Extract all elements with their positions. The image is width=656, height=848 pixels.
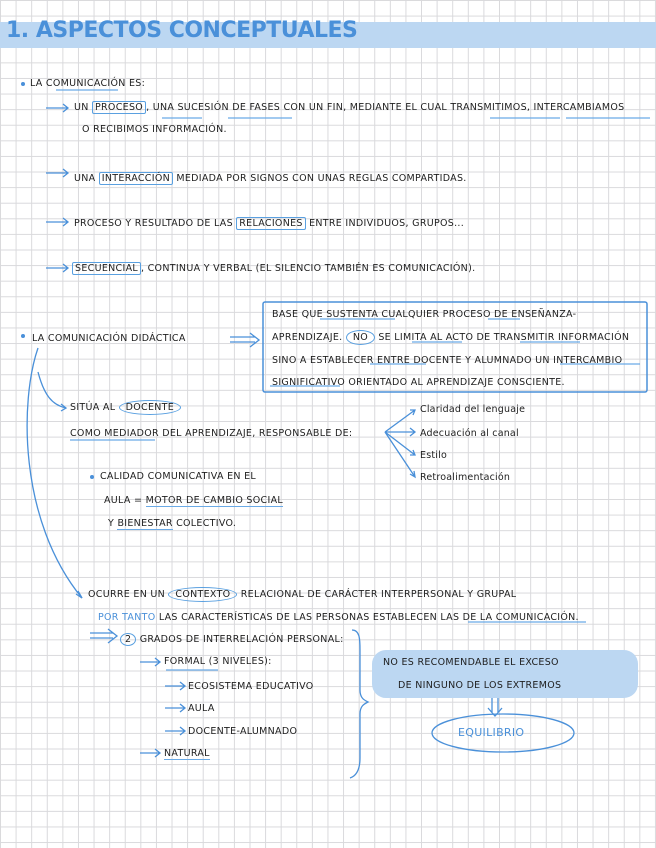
arrow-1 [46, 104, 68, 112]
section-heading-didactica: LA COMUNICACIÓN DIDÁCTICA [32, 333, 186, 344]
text-calidad-3 [108, 518, 236, 529]
arrow-3 [46, 218, 68, 226]
resp-item: Claridad del lenguaje [420, 404, 526, 415]
note-line-1: NO ES RECOMENDABLE EL EXCESO [383, 657, 559, 668]
text-proceso-cont: O RECIBIMOS INFORMACIÓN. [82, 124, 227, 135]
text-fragment: SE LIMITA AL ACTO DE TRANSMITIR INFORMACIÓN [378, 332, 630, 343]
text-fragment: SITÚA AL [70, 402, 116, 413]
text-fragment: PROCESO Y RESULTADO DE LAS [74, 218, 233, 229]
text-fragment: MEDIADA POR SIGNOS CON UNAS REGLAS COMPARTIDAS. [176, 173, 467, 184]
resp-item: Adecuación al canal [420, 428, 519, 439]
keyword-docente: DOCENTE [119, 400, 181, 415]
bullet [21, 82, 25, 86]
text-fragment: , UNA SUCESIÓN DE FASES CON UN FIN, MEDIANTE EL CUAL TRANSMITIMOS, INTERCAMBIAMOS [146, 102, 625, 113]
number-badge: 2 [120, 633, 136, 646]
nivel-item: AULA [188, 703, 215, 714]
keyword-interaccion: INTERACCIÓN [99, 172, 173, 185]
text-equilibrio: EQUILIBRIO [458, 726, 525, 739]
text-contexto [88, 589, 516, 600]
arrow-4 [46, 264, 68, 272]
definition-line-1: BASE QUE SUSTENTA CUALQUIER PROCESO DE ENSEÑANZA- [272, 309, 577, 320]
keyword-bienestar: BIENESTAR [117, 518, 173, 529]
text-mediador: COMO MEDIADOR DEL APRENDIZAJE, RESPONSABLE DE: [70, 428, 353, 439]
text-calidad-1: CALIDAD COMUNICATIVA EN EL [100, 471, 257, 482]
text-secuencial [72, 263, 475, 274]
definition-line-4: SIGNIFICATIVO ORIENTADO AL APRENDIZAJE CONSCIENTE. [272, 377, 565, 388]
text-por-tanto [98, 612, 579, 623]
arrow-2 [46, 169, 68, 177]
keyword-proceso: PROCESO [92, 101, 146, 114]
text-interaccion [74, 173, 467, 184]
text-fragment: APRENDIZAJE. [272, 332, 343, 343]
text-fragment: Y [108, 518, 115, 529]
bullet [90, 475, 94, 479]
resp-item: Retroalimentación [420, 472, 511, 483]
text-grados [120, 634, 344, 645]
page-title: 1. ASPECTOS CONCEPTUALES [6, 18, 358, 43]
text-calidad-2 [104, 495, 283, 506]
section-heading-comunicacion: LA COMUNICACIÓN ES: [30, 78, 146, 89]
keyword-no: NO [346, 330, 375, 345]
resp-item: Estilo [420, 450, 447, 461]
text-fragment: GRADOS DE INTERRELACIÓN PERSONAL: [139, 634, 344, 645]
text-fragment: UNA [74, 173, 96, 184]
text-situa-docente [70, 402, 181, 413]
note-line-2: DE NINGUNO DE LOS EXTREMOS [398, 680, 562, 691]
keyword-relaciones: RELACIONES [236, 217, 306, 230]
keyword-contexto: CONTEXTO [168, 587, 237, 602]
text-relaciones [74, 218, 464, 229]
text-fragment: , CONTINUA Y VERBAL (EL SILENCIO TAMBIÉN ES COMUNICACIÓN). [140, 263, 476, 274]
nivel-item: ECOSISTEMA EDUCATIVO [188, 681, 314, 692]
text-fragment: COLECTIVO. [176, 518, 237, 529]
text-natural: NATURAL [164, 748, 210, 759]
text-proceso [74, 102, 624, 113]
text-fragment: LAS CARACTERÍSTICAS DE LAS PERSONAS ESTABLECEN LAS DE LA COMUNICACIÓN. [158, 612, 579, 623]
text-fragment: ENTRE INDIVIDUOS, GRUPOS... [309, 218, 465, 229]
bullet [21, 334, 25, 338]
text-fragment: UN [74, 102, 89, 113]
text-fragment: AULA = [104, 495, 143, 506]
definition-line-2 [272, 332, 629, 343]
text-fragment: OCURRE EN UN [88, 589, 166, 600]
connector-por-tanto: POR TANTO [98, 612, 156, 623]
text-fragment: RELACIONAL DE CARÁCTER INTERPERSONAL Y GRUPAL [240, 589, 517, 600]
keyword-secuencial: SECUENCIAL [72, 262, 141, 275]
nivel-item: DOCENTE-ALUMNADO [188, 726, 298, 737]
definition-line-3: SINO A ESTABLECER ENTRE DOCENTE Y ALUMNADO UN INTERCAMBIO [272, 355, 623, 366]
keyword-motor-cambio: MOTOR DE CAMBIO SOCIAL [145, 495, 283, 506]
text-formal: FORMAL (3 NIVELES): [164, 656, 272, 667]
